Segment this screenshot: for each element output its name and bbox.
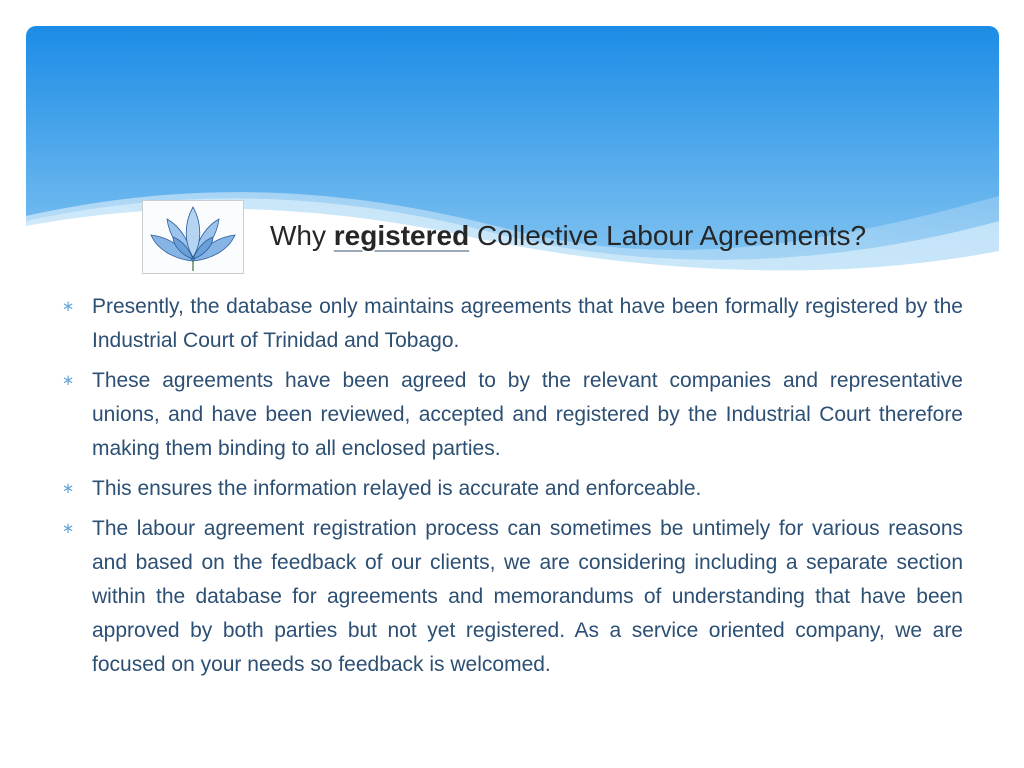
bullet-item-3 — [58, 472, 963, 506]
lotus-logo — [142, 200, 244, 274]
bullet-list — [58, 290, 963, 688]
lotus-flower-icon — [143, 201, 243, 273]
bullet-mark-icon: ∗ — [61, 520, 75, 537]
bullet-item-4 — [58, 512, 963, 682]
bullet-item-2 — [58, 364, 963, 466]
bullet-text: These agreements have been agreed to by the relevant companies and representative unions, and have been reviewed, accepted and registered by the Industrial Court therefore making them binding to all enclosed parties. — [92, 369, 963, 460]
bullet-mark-icon: ∗ — [61, 372, 75, 389]
title-prefix: Why — [270, 220, 326, 251]
title-emphasis: registered — [333, 220, 470, 251]
bullet-mark-icon: ∗ — [61, 298, 75, 315]
bullet-text: Presently, the database only maintains agreements that have been formally registered by the Industrial Court of Trinidad and Tobago. — [92, 295, 963, 352]
bullet-text: The labour agreement registration process can sometimes be untimely for various reasons and based on the feedback of our clients, we are considering including a separate section within the database for agreements and memorandums of understanding that have been approved by both parties but not yet registered. As a service oriented company, we are focused on your needs so feedback is welcomed. — [92, 517, 963, 676]
bullet-text: This ensures the information relayed is accurate and enforceable. — [92, 477, 702, 500]
page-title — [270, 216, 970, 256]
bullet-mark-icon: ∗ — [61, 480, 75, 497]
bullet-item-1 — [58, 290, 963, 358]
title-suffix: Collective Labour Agreements? — [476, 220, 867, 251]
